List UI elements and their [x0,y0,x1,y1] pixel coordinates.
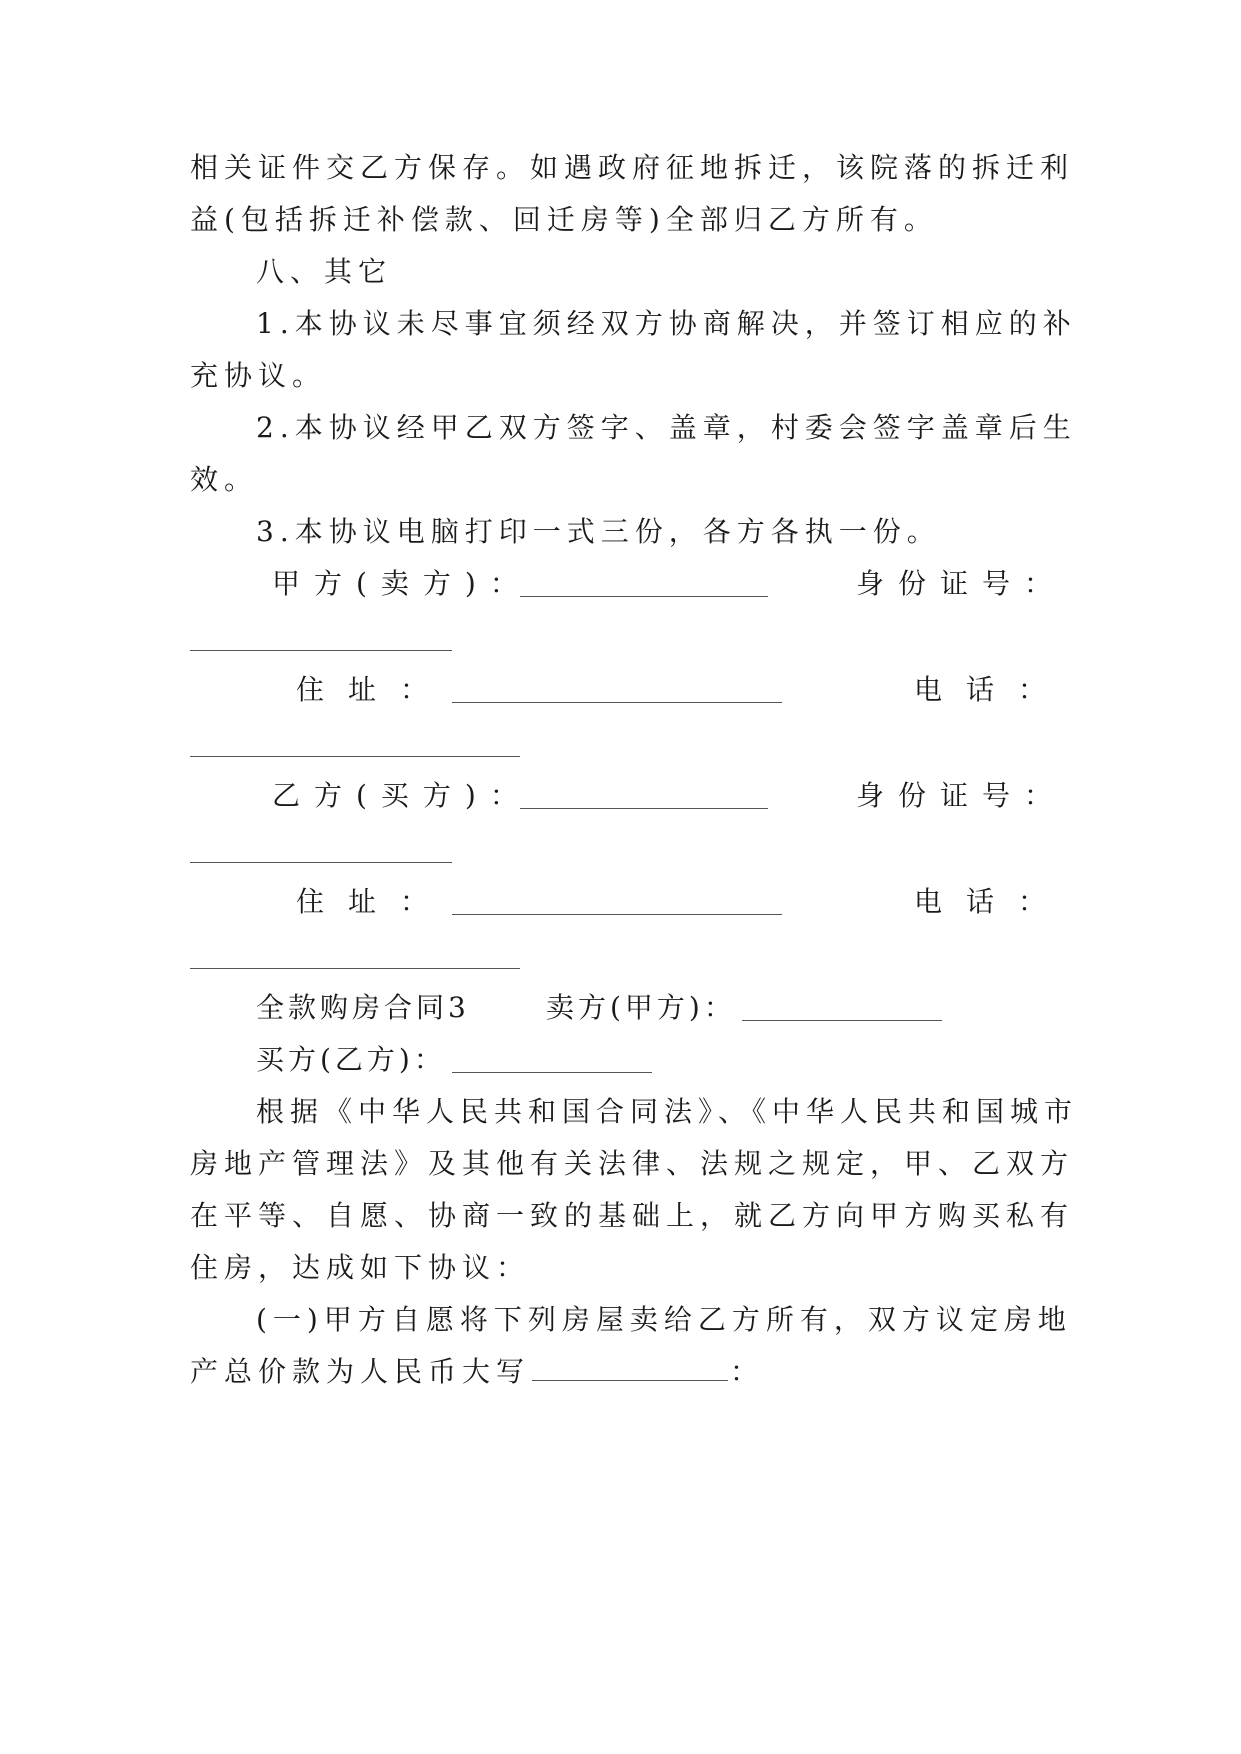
section-heading: 八、其它 [256,255,393,288]
clause-item-1: 1.本协议未尽事宜须经双方协商解决，并签订相应的补 [256,307,1077,340]
seller-blank [742,1020,942,1021]
buyer-label: 买方(乙方)： [256,1043,446,1076]
intro-line: 房地产管理法》及其他有关法律、法规之规定，甲、乙双方 [190,1147,1075,1180]
party-a-address-blank [452,702,782,703]
party-b-label: 乙方(买方)： [272,779,532,812]
intro-line: 根据《中华人民共和国合同法》、《中华人民共和国城市 [256,1095,1079,1128]
clause-item-1-cont: 充协议。 [190,359,327,392]
party-b-address-label: 住址： [296,885,453,918]
party-a-blank [520,596,768,597]
intro-line: 在平等、自愿、协商一致的基础上，就乙方向甲方购买私有 [190,1199,1075,1232]
intro-line: 住房，达成如下协议： [190,1251,531,1284]
party-b-id-blank [190,862,452,863]
clause-1-line [190,1352,764,1392]
clause-1-colon: ： [730,1355,765,1388]
clause-item-3: 3.本协议电脑打印一式三份，各方各执一份。 [256,515,941,548]
paragraph-line: 相关证件交乙方保存。如遇政府征地拆迁，该院落的拆迁利 [190,151,1075,184]
clause-1-line: (一)甲方自愿将下列房屋卖给乙方所有，双方议定房地 [256,1303,1072,1336]
party-a-id-blank [190,650,452,651]
seller-label: 卖方(甲方)： [546,991,736,1024]
party-b-address-blank [452,914,782,915]
party-b-phone-label: 电话： [914,885,1071,918]
party-a-id-label: 身份证号： [856,567,1067,600]
party-a-label: 甲方(卖方)： [272,567,532,600]
clause-item-2: 2.本协议经甲乙双方签字、盖章，村委会签字盖章后生 [256,411,1077,444]
contract-title: 全款购房合同3 [256,991,470,1024]
party-b-blank [520,808,768,809]
party-a-phone-blank [190,756,520,757]
party-b-id-label: 身份证号： [856,779,1067,812]
party-a-phone-label: 电话： [914,673,1071,706]
price-blank [532,1354,728,1381]
clause-1-text: 产总价款为人民币大写 [190,1355,531,1388]
buyer-blank [452,1072,652,1073]
party-a-address-label: 住址： [296,673,453,706]
party-b-phone-blank [190,968,520,969]
paragraph-line: 益(包括拆迁补偿款、回迁房等)全部归乙方所有。 [190,203,938,236]
clause-item-2-cont: 效。 [190,463,259,496]
